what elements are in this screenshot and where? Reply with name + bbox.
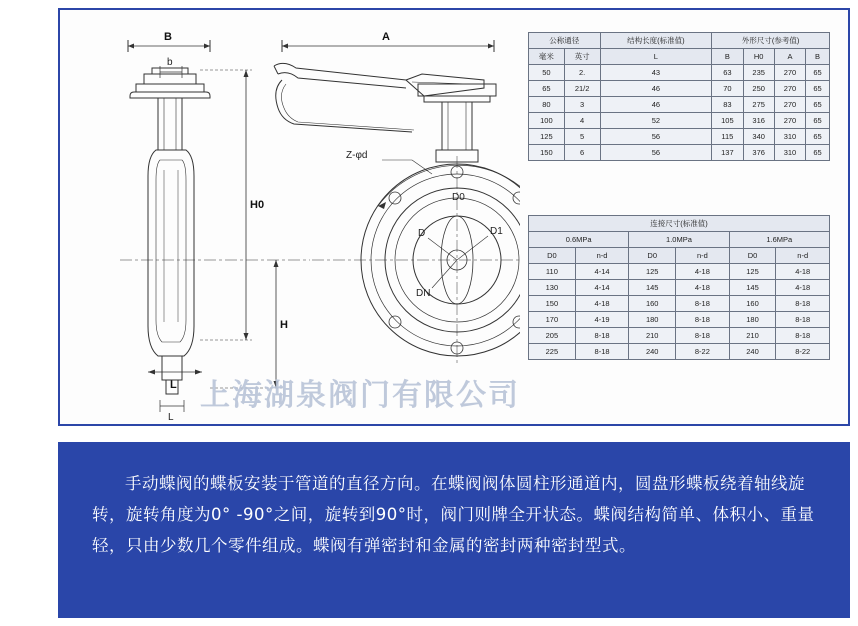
cell: 145 (729, 280, 776, 296)
table-row (529, 33, 830, 49)
cell: 65 (806, 129, 830, 145)
pressure-06: 0.6MPa (529, 232, 629, 248)
table-row (529, 280, 830, 296)
cell: 125 (629, 264, 676, 280)
table-row (529, 344, 830, 360)
table-row (529, 312, 830, 328)
cell: 80 (529, 97, 565, 113)
cell: 65 (806, 97, 830, 113)
cell: 65 (806, 145, 830, 161)
subhdr-d0: D0 (529, 248, 576, 264)
subhdr-nd: n-d (575, 248, 629, 264)
table-row (529, 49, 830, 65)
cell: 210 (629, 328, 676, 344)
cell: 4-18 (575, 296, 629, 312)
subhdr-A: A (774, 49, 805, 65)
cell: 65 (529, 81, 565, 97)
cell: 180 (729, 312, 776, 328)
label-z-phi-d: Z-φd (346, 150, 368, 161)
cell: 125 (729, 264, 776, 280)
cell: 270 (774, 81, 805, 97)
left-margin (0, 0, 58, 626)
col-group-face-to-face: 结构长度(标准值) (600, 33, 712, 49)
cell: 4-14 (575, 280, 629, 296)
cell: 340 (743, 129, 774, 145)
cell: 316 (743, 113, 774, 129)
cell: 65 (806, 81, 830, 97)
cell: 5 (564, 129, 600, 145)
subhdr-nd: n-d (676, 248, 730, 264)
cell: 52 (600, 113, 712, 129)
cell: 8-18 (776, 296, 830, 312)
cell: 110 (529, 264, 576, 280)
cell: 8-18 (575, 328, 629, 344)
cell: 180 (629, 312, 676, 328)
col-group-outline: 外形尺寸(参考值) (712, 33, 830, 49)
cell: 210 (729, 328, 776, 344)
cell: 8-18 (676, 312, 730, 328)
subhdr-B2: B (806, 49, 830, 65)
connection-dimensions-table (528, 215, 830, 360)
cell: 205 (529, 328, 576, 344)
cell: 63 (712, 65, 743, 81)
label-d: D (418, 228, 426, 239)
cell: 275 (743, 97, 774, 113)
description-panel (58, 442, 850, 618)
cell: 105 (712, 113, 743, 129)
label-l-small: L (168, 412, 174, 423)
cell: 150 (529, 145, 565, 161)
cell: 4-18 (776, 264, 830, 280)
cell: 2. (564, 65, 600, 81)
cell: 125 (529, 129, 565, 145)
label-h0: H0 (250, 199, 265, 211)
cell: 8-18 (676, 328, 730, 344)
subhdr-B: B (712, 49, 743, 65)
dimensions-table (528, 32, 830, 161)
table-row (529, 328, 830, 344)
subhdr-inch: 英寸 (564, 49, 600, 65)
cell: 4-18 (676, 280, 730, 296)
cell: 8-22 (676, 344, 730, 360)
cell: 43 (600, 65, 712, 81)
subhdr-nd: n-d (776, 248, 830, 264)
label-d0: D0 (452, 192, 465, 203)
table-row (529, 145, 830, 161)
cell: 65 (806, 65, 830, 81)
col-group-nominal: 公称通径 (529, 33, 601, 49)
cell: 145 (629, 280, 676, 296)
cell: 3 (564, 97, 600, 113)
cell: 160 (729, 296, 776, 312)
cell: 310 (774, 129, 805, 145)
table-row (529, 232, 830, 248)
table-row (529, 113, 830, 129)
label-dn: DN (416, 288, 431, 299)
table-row (529, 129, 830, 145)
cell: 50 (529, 65, 565, 81)
cell: 160 (629, 296, 676, 312)
cell: 376 (743, 145, 774, 161)
cell: 8-18 (776, 328, 830, 344)
pressure-10: 1.0MPa (629, 232, 729, 248)
diagram-frame (58, 8, 850, 426)
description-text: 手动蝶阀的蝶板安装于管道的直径方向。在蝶阀阀体圆柱形通道内，圆盘形蝶板绕着轴线旋转，旋转角度为0° -90°之间，旋转到90°时，阀门则牌全开状态。蝶阀结构简单、体积小、重量轻，只由少数几个零件组成。蝶阀有弹密封和金属的密封两种密封型式。 (92, 474, 815, 555)
cell: 100 (529, 113, 565, 129)
cell: 4 (564, 113, 600, 129)
technical-drawing (60, 10, 520, 424)
cell: 56 (600, 129, 712, 145)
cell: 46 (600, 81, 712, 97)
label-b-top: B (164, 31, 172, 43)
table-row (529, 264, 830, 280)
table-row (529, 97, 830, 113)
cell: 115 (712, 129, 743, 145)
cell: 8-22 (776, 344, 830, 360)
cell: 65 (806, 113, 830, 129)
cell: 270 (774, 97, 805, 113)
connection-title: 连接尺寸(标准值) (529, 216, 830, 232)
valve-drawing-svg (60, 10, 520, 424)
cell: 4-18 (776, 280, 830, 296)
cell: 46 (600, 97, 712, 113)
pressure-16: 1.6MPa (729, 232, 829, 248)
cell: 70 (712, 81, 743, 97)
cell: 8-18 (575, 344, 629, 360)
table-row (529, 216, 830, 232)
label-b-small: b (167, 57, 173, 68)
subhdr-d0: D0 (629, 248, 676, 264)
cell: 56 (600, 145, 712, 161)
table-row (529, 81, 830, 97)
cell: 150 (529, 296, 576, 312)
cell: 83 (712, 97, 743, 113)
cell: 240 (629, 344, 676, 360)
cell: 240 (729, 344, 776, 360)
label-h: H (280, 319, 288, 331)
subhdr-H0: H0 (743, 49, 774, 65)
cell: 235 (743, 65, 774, 81)
cell: 270 (774, 113, 805, 129)
cell: 270 (774, 65, 805, 81)
cell: 225 (529, 344, 576, 360)
cell: 4-18 (676, 264, 730, 280)
table-row (529, 296, 830, 312)
cell: 21/2 (564, 81, 600, 97)
cell: 8-18 (676, 296, 730, 312)
subhdr-mm: 毫米 (529, 49, 565, 65)
cell: 137 (712, 145, 743, 161)
label-d1: D1 (490, 226, 503, 237)
cell: 130 (529, 280, 576, 296)
cell: 8-18 (776, 312, 830, 328)
table-row (529, 65, 830, 81)
cell: 310 (774, 145, 805, 161)
cell: 170 (529, 312, 576, 328)
cell: 250 (743, 81, 774, 97)
cell: 4-19 (575, 312, 629, 328)
cell: 6 (564, 145, 600, 161)
cell: 4-14 (575, 264, 629, 280)
company-watermark: 上海湖泉阀门有限公司 (200, 378, 520, 413)
label-a-top: A (382, 31, 390, 43)
label-l-bottom: L (170, 379, 177, 391)
table-row (529, 248, 830, 264)
subhdr-L: L (600, 49, 712, 65)
subhdr-d0: D0 (729, 248, 776, 264)
